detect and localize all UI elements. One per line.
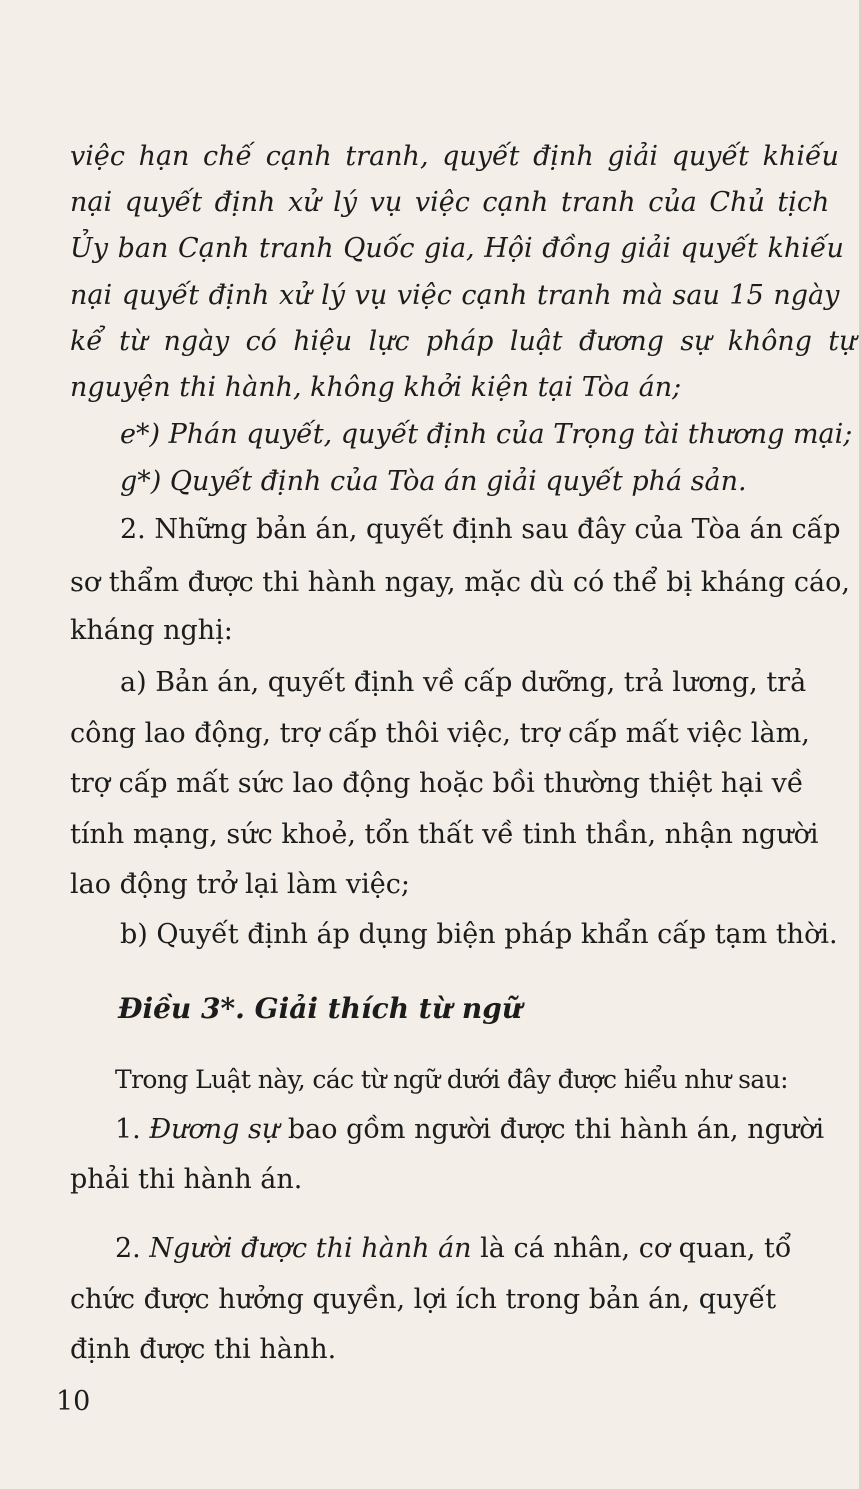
item-a-line-3: trợ cấp mất sức lao động hoặc bồi thường thiệt hại về (70, 768, 804, 799)
item-a-line-4: tính mạng, sức khoẻ, tổn thất về tinh thần, nhận người (70, 819, 819, 850)
para1-line-1: việc hạn chế cạnh tranh, quyết định giải quyết khiếu (70, 141, 839, 172)
item-a-line-1: a) Bản án, quyết định về cấp dưỡng, trả lương, trả (120, 667, 807, 698)
definition-2-number: 2. (115, 1233, 141, 1264)
definition-2-line-1 (115, 1232, 791, 1266)
item-a-line-5: lao động trở lại làm việc; (70, 869, 410, 900)
definition-1-line-2: phải thi hành án. (70, 1164, 303, 1195)
para1-line-2: nại quyết định xử lý vụ việc cạnh tranh của Chủ tịch (70, 187, 830, 218)
para2-line-3: kháng nghị: (70, 615, 233, 646)
item-g: g*) Quyết định của Tòa án giải quyết phá sản. (120, 466, 747, 497)
page-number: 10 (56, 1386, 91, 1417)
para1-line-3: Ủy ban Cạnh tranh Quốc gia, Hội đồng giải quyết khiếu (70, 233, 844, 264)
definition-2-line-3: định được thi hành. (70, 1334, 337, 1365)
item-b: b) Quyết định áp dụng biện pháp khẩn cấp tạm thời. (120, 919, 838, 950)
article-heading: Điều 3*. Giải thích từ ngữ (118, 992, 523, 1025)
definition-2-term: Người được thi hành án (149, 1233, 472, 1264)
para1-line-4: nại quyết định xử lý vụ việc cạnh tranh mà sau 15 ngày (70, 280, 840, 311)
item-e: e*) Phán quyết, quyết định của Trọng tài thương mại; (120, 419, 853, 450)
para2-line-1: 2. Những bản án, quyết định sau đây của Tòa án cấp (120, 514, 841, 545)
definition-1-term: Đương sự (149, 1114, 280, 1145)
definition-2-line-2: chức được hưởng quyền, lợi ích trong bản án, quyết (70, 1284, 777, 1315)
item-a-line-2: công lao động, trợ cấp thôi việc, trợ cấp mất việc làm, (70, 718, 810, 749)
para2-line-2: sơ thẩm được thi hành ngay, mặc dù có thể bị kháng cáo, (70, 567, 850, 598)
definition-1-number: 1. (115, 1114, 141, 1145)
para1-line-6: nguyện thi hành, không khởi kiện tại Tòa án; (70, 372, 682, 403)
para1-line-5: kể từ ngày có hiệu lực pháp luật đương sự không tự (70, 326, 857, 357)
definitions-intro: Trong Luật này, các từ ngữ dưới đây được hiểu như sau: (115, 1065, 788, 1094)
definition-2-text: là cá nhân, cơ quan, tổ (480, 1233, 792, 1264)
definition-1-line-1 (115, 1113, 824, 1147)
definition-1-text: bao gồm người được thi hành án, người (287, 1114, 825, 1145)
